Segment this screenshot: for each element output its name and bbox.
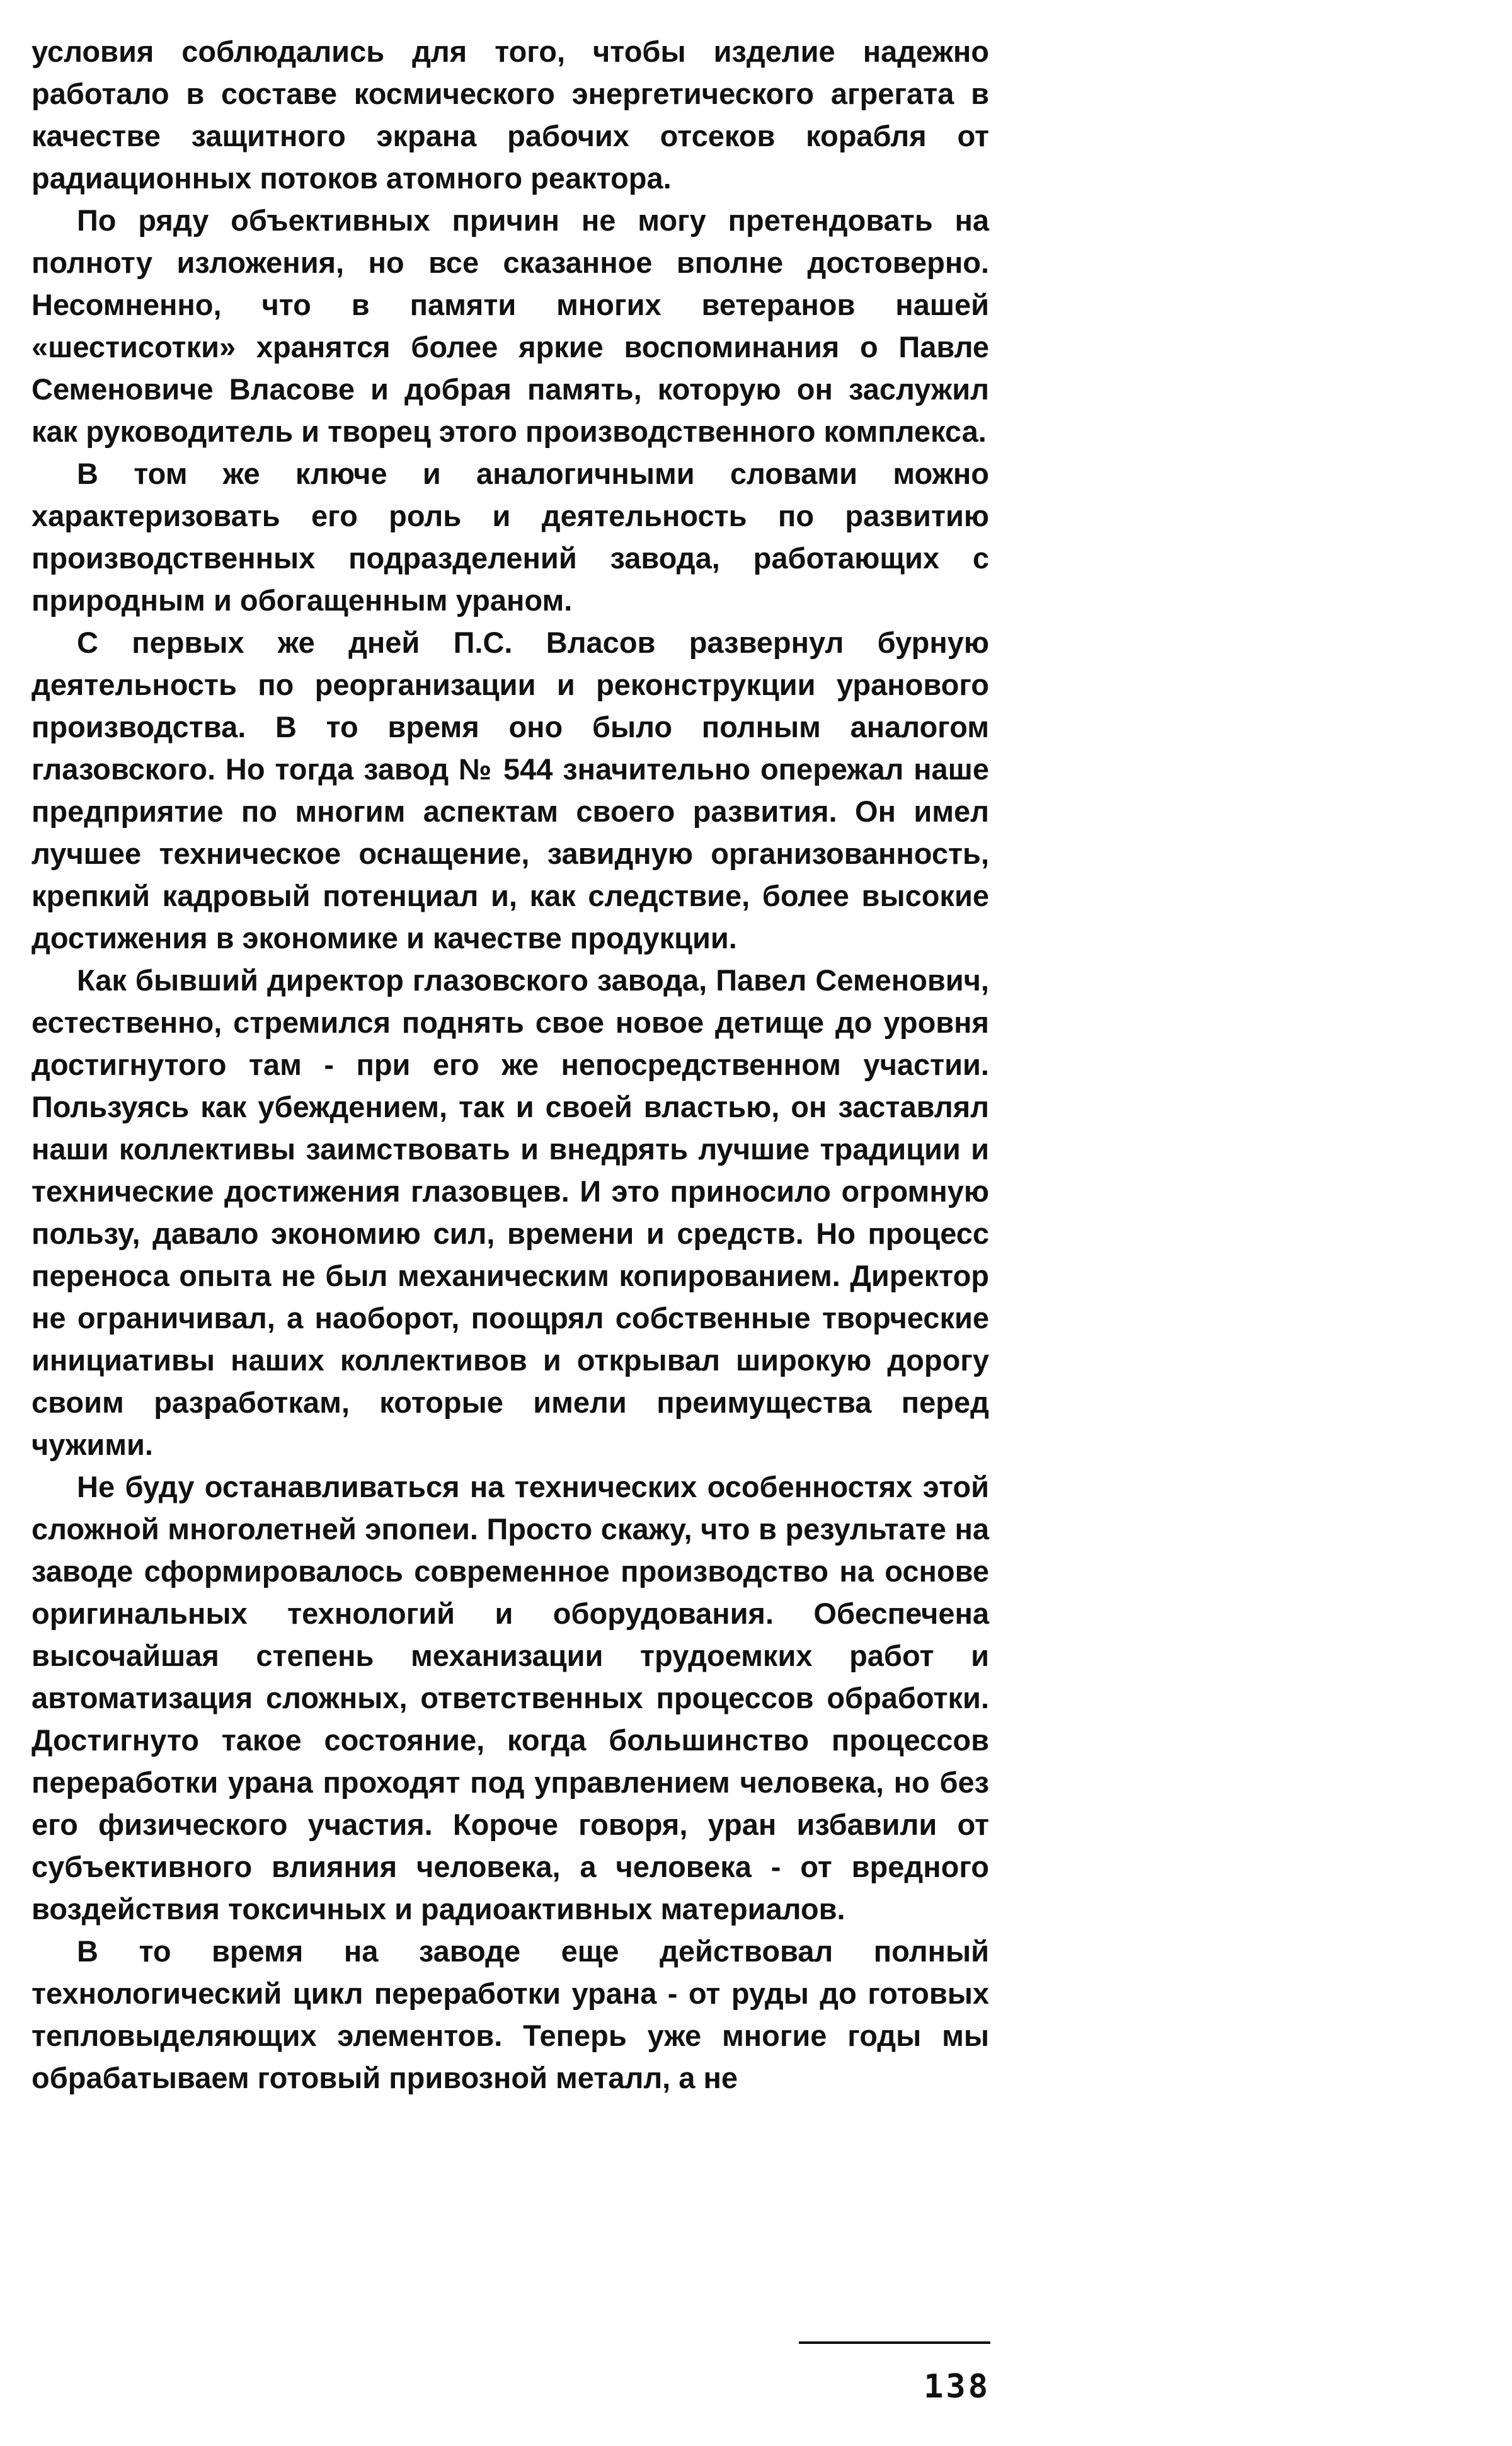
paragraph-6: Не буду останавливаться на технических особенностях этой сложной многолетней эпопеи. Просто скажу, что в результате на заводе сформировалось современное производство на основе оригинальных технологий и оборудования. Обеспечена высочайшая степень механизации трудоемких работ и автоматизация сложных, ответственных процессов обработки. Достигнуто такое состояние, когда большинство процессов переработки урана проходят под управлением человека, но без его физического участия. Короче говоря, уран избавили от субъективного влияния человека, а человека - от вредного воздействия токсичных и радиоактивных материалов. [32, 1470, 989, 1926]
footer-rule [799, 2341, 990, 2344]
page-number: 138 [924, 2368, 990, 2406]
paragraph-3: В том же ключе и аналогичными словами можно характеризовать его роль и деятельность по развитию производственных подразделений завода, работающих с природным и обогащенным ураном. [32, 457, 989, 617]
paragraph-7: В то время на заводе еще действовал полный технологический цикл переработки урана - от руды до готовых тепловыделяющих элементов. Теперь уже многие годы мы обрабатываем готовый привозной металл, а не [32, 1934, 989, 2094]
body-text [32, 30, 989, 2099]
paragraph-5: Как бывший директор глазовского завода, Павел Семенович, естественно, стремился поднять свое новое детище до уровня достигнутого там - при его же непосредственном участии. Пользуясь как убеждением, так и своей властью, он заставлял наши коллективы заимствовать и внедрять лучшие традиции и технические достижения глазовцев. И это приносило огромную пользу, давало экономию сил, времени и средств. Но процесс переноса опыта не был механическим копированием. Директор не ограничивал, а наоборот, поощрял собственные творческие инициативы наших коллективов и открывал широкую дорогу своим разработкам, которые имели преимущества перед чужими. [32, 963, 989, 1461]
paragraph-2: По ряду объективных причин не могу претендовать на полноту изложения, но все сказанное вполне достоверно. Несомненно, что в памяти многих ветеранов нашей «шестисотки» хранятся более яркие воспоминания о Павле Семеновиче Власове и добрая память, которую он заслужил как руководитель и творец этого производственного комплекса. [32, 204, 989, 448]
paragraph-1: условия соблюдались для того, чтобы изделие надежно работало в составе космического энергетического агрегата в качестве защитного экрана рабочих отсеков корабля от радиационных потоков атомного реактора. [32, 35, 989, 195]
paragraph-4: С первых же дней П.С. Власов развернул бурную деятельность по реорганизации и реконструкции уранового производства. В то время оно было полным аналогом глазовского. Но тогда завод № 544 значительно опережал наше предприятие по многим аспектам своего развития. Он имел лучшее техническое оснащение, завидную организованность, крепкий кадровый потенциал и, как следствие, более высокие достижения в экономике и качестве продукции. [32, 626, 989, 955]
